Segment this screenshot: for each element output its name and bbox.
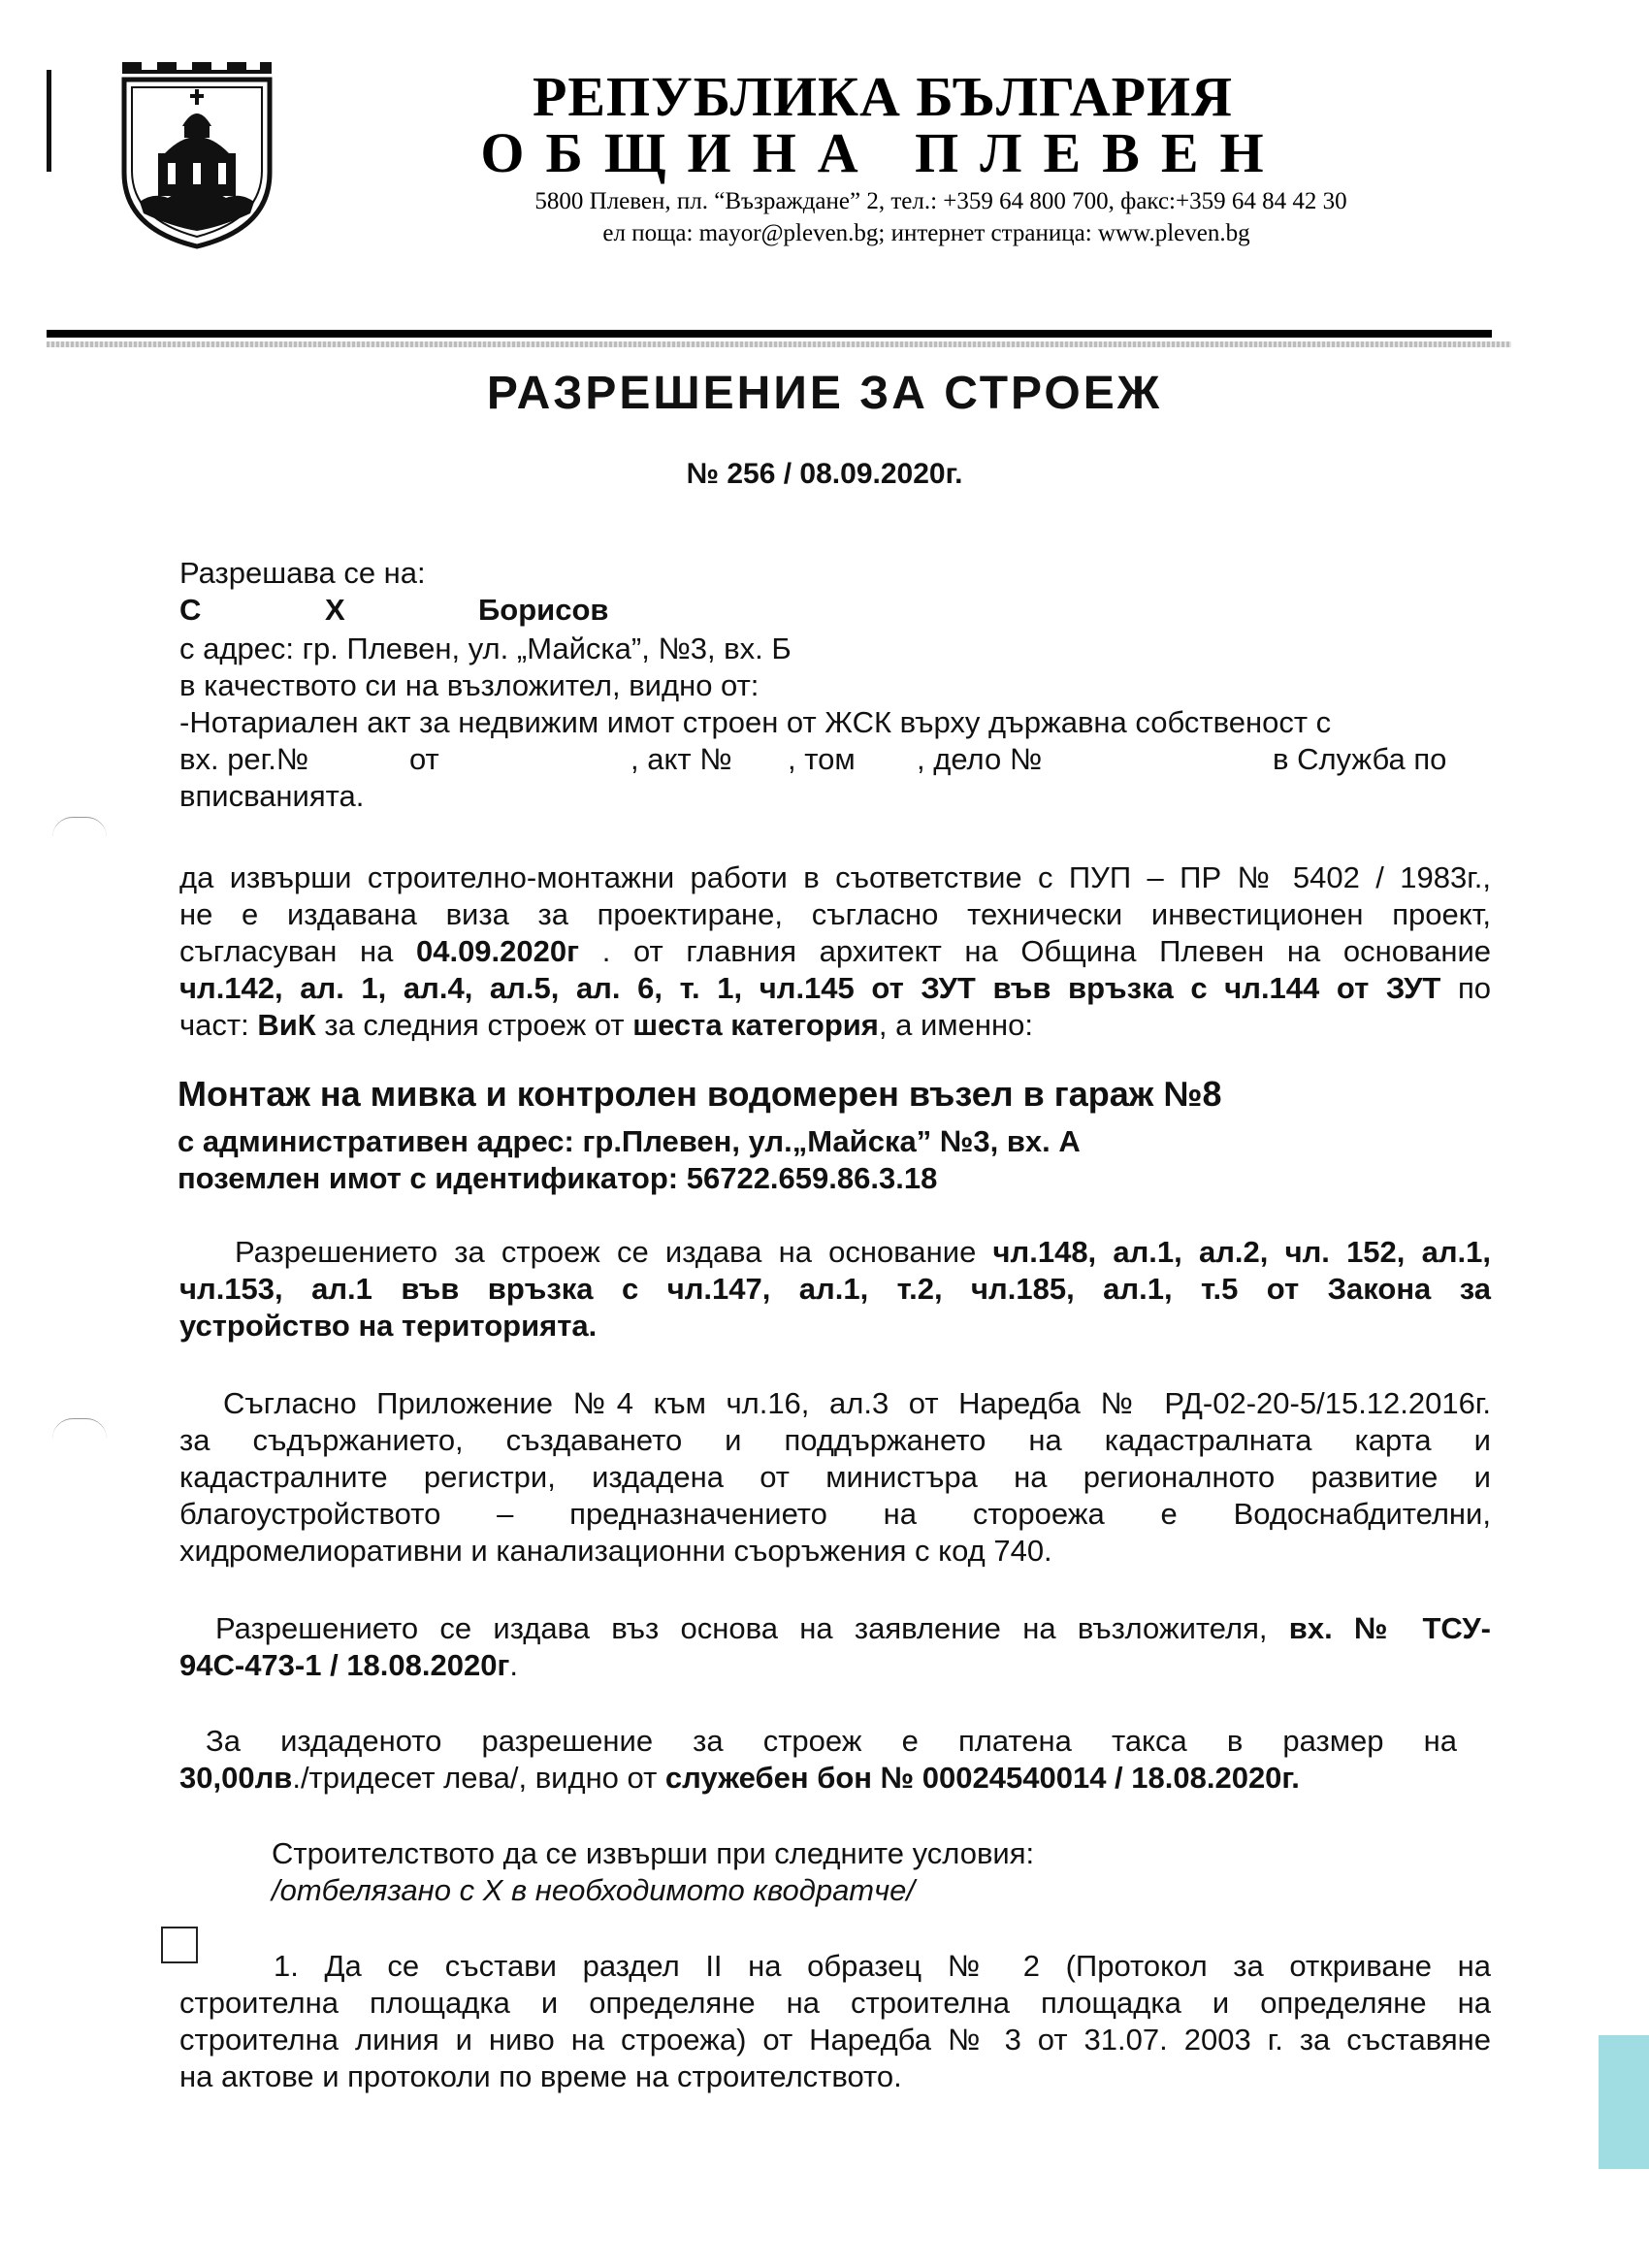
basis-line-2: чл.153, ал.1 във връзка с чл.147, ал.1, т.2, чл.185, ал.1, т.5 от Закона за xyxy=(179,1272,1491,1306)
document-number: № 256 / 08.09.2020г. xyxy=(686,458,963,490)
deed-case-label: , дело № xyxy=(917,742,1043,776)
conditions-note: /отбелязано с Х в необходимото кводратче/ xyxy=(272,1873,916,1907)
deed-line-3: вписванията. xyxy=(179,779,365,813)
deed-registry-label: в Служба по xyxy=(1273,742,1447,776)
grantee-initial-second: Х xyxy=(325,593,345,627)
header-municipality: ОБЩИНА ПЛЕВЕН xyxy=(480,121,1285,184)
works-line-1: да извърши строително-монтажни работи в съответствие с ПУП – ПР № 5402 / 1983г., xyxy=(179,860,1491,894)
header-divider xyxy=(47,330,1492,338)
purpose-line-4: благоустройството – предназначението на стороежа е Водоснабдителни, xyxy=(179,1497,1491,1531)
condition-1-line-4: на актове и протоколи по време на строителството. xyxy=(179,2059,902,2093)
hole-punch-mark xyxy=(52,1418,107,1439)
hole-punch-mark xyxy=(52,817,107,837)
grantee-address: с адрес: гр. Плевен, ул. „Майска”, №3, вх. Б xyxy=(179,632,792,665)
purpose-line-5: хидромелиоративни и канализационни съоръжения с код 740. xyxy=(179,1534,1052,1568)
deed-act-label: , акт № xyxy=(630,742,732,776)
side-tab-marker xyxy=(1599,2035,1649,2169)
condition-1-line-1: 1. Да се състави раздел II на образец № 2 (Протокол за откриване на xyxy=(274,1949,1491,1983)
deed-from-label: от xyxy=(409,742,439,776)
header-address: 5800 Плевен, пл. “Възраждане” 2, тел.: +359 64 800 700, факс:+359 64 84 42 30 xyxy=(534,188,1347,214)
fee-line-2: 30,00лв./тридесет лева/, видно от служебен бон № 00024540014 / 18.08.2020г. xyxy=(179,1761,1300,1795)
purpose-line-1: Съгласно Приложение №4 към чл.16, ал.3 от Наредба № РД-02-20-5/15.12.2016г. xyxy=(223,1386,1491,1420)
purpose-line-3: кадастралните регистри, издадена от министъра на регионалното развитие и xyxy=(179,1460,1491,1494)
fee-line-1: За издаденото разрешение за строеж е платена такса в размер на xyxy=(206,1724,1457,1758)
works-line-5: част: ВиК за следния строеж от шеста категория, а именно: xyxy=(179,1008,1033,1042)
application-line-2: 94С-473-1 / 18.08.2020г. xyxy=(179,1648,519,1682)
purpose-line-2: за съдържанието, създаването и поддържането на кадастралната карта и xyxy=(179,1423,1491,1457)
works-line-3: съгласуван на 04.09.2020г . от главния архитект на Община Плевен на основание xyxy=(179,934,1492,968)
deed-reg-label: вх. рег.№ xyxy=(179,742,309,776)
header-republic: РЕПУБЛИКА БЪЛГАРИЯ xyxy=(532,65,1234,128)
object-name: Монтаж на мивка и контролен водомерен възел в гараж №8 xyxy=(178,1074,1222,1114)
deed-line-1: -Нотариален акт за недвижим имот строен от ЖСК върху държавна собственост с xyxy=(179,705,1332,739)
header-divider-shadow xyxy=(47,341,1511,347)
object-address: с административен адрес: гр.Плевен, ул.„Майска” №3, вх. А xyxy=(178,1124,1081,1158)
header-contacts: ел поща: mayor@pleven.bg; интернет страница: www.pleven.bg xyxy=(602,220,1250,246)
condition-1-line-2: строителна площадка и определяне на строителна площадка и определяне на xyxy=(179,1986,1491,2020)
conditions-intro: Строителството да се извърши при следните условия: xyxy=(272,1836,1035,1870)
basis-line-3: устройство на територията. xyxy=(179,1309,598,1343)
deed-volume-label: , том xyxy=(788,742,856,776)
application-line-1: Разрешението се издава въз основа на заявление на възложителя, вх. № ТСУ- xyxy=(215,1611,1491,1645)
object-identifier: поземлен имот с идентификатор: 56722.659.86.3.18 xyxy=(178,1161,938,1195)
grantee-surname: Борисов xyxy=(478,593,609,627)
grantee-initial-first: С xyxy=(179,593,202,627)
grantee-intro: Разрешава се на: xyxy=(179,556,426,590)
grantee-capacity: в качеството си на възложител, видно от: xyxy=(179,668,760,702)
condition-1-line-3: строителна линия и ниво на строежа) от Наредба № 3 от 31.07. 2003 г. за съставяне xyxy=(179,2023,1491,2057)
works-line-4: чл.142, ал. 1, ал.4, ал.5, ал. 6, т. 1, чл.145 от ЗУТ във връзка с чл.144 от ЗУТ по xyxy=(179,971,1491,1005)
works-line-2: не е издавана виза за проектиране, съгласно технически инвестиционен проект, xyxy=(179,897,1491,931)
document-title: РАЗРЕШЕНИЕ ЗА СТРОЕЖ xyxy=(486,368,1163,419)
condition-1-checkbox[interactable] xyxy=(161,1927,198,1963)
basis-line-1: Разрешението за строеж се издава на основание чл.148, ал.1, ал.2, чл. 152, ал.1, xyxy=(235,1235,1492,1269)
